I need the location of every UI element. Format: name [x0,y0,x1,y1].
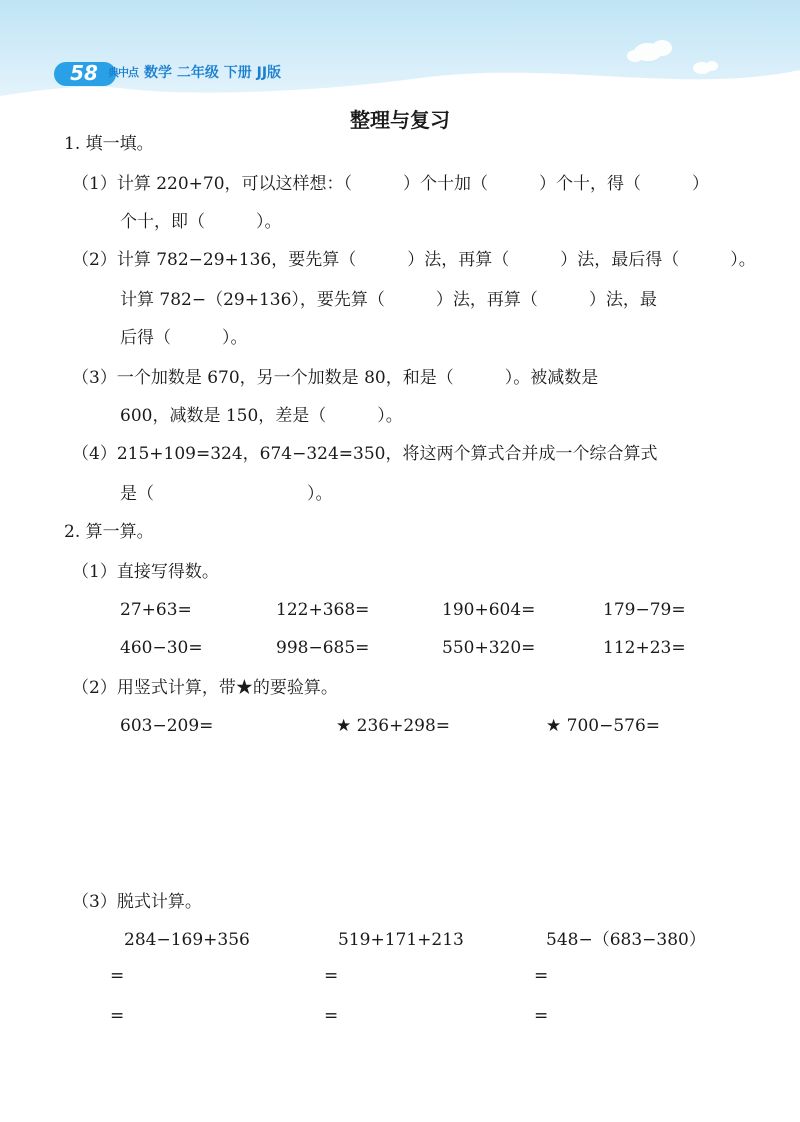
q1-line2: 个十，即（ ）。 [120,212,282,232]
q2-line2: 计算 782−（29+136），要先算（ ）法，再算（ ）法，最 [120,290,657,310]
equals-sign: = [534,966,549,986]
vertical-calc-item: ★ 236+298= [336,716,451,736]
oral-item: 460−30= [120,638,203,658]
stepwise-expression: 284−169+356 [124,930,250,950]
q1-line1: （1）计算 220+70，可以这样想：（ ）个十加（ ）个十，得（ ） [72,174,710,194]
oral-item: 122+368= [276,600,370,620]
book-subject: 数学 二年级 下册 JJ版 [144,65,282,81]
stepwise-expression: 548−（683−380） [546,930,706,950]
q2-line1: （2）计算 782−29+136，要先算（ ）法，再算（ ）法，最后得（ ）。 [72,250,756,270]
oral-item: 112+23= [603,638,686,658]
equals-sign: = [534,1006,549,1026]
section1-heading: 1. 填一填。 [64,134,154,154]
brand-logo-text: 典中点 [108,66,138,79]
part3-title: （3）脱式计算。 [72,892,202,912]
oral-item: 27+63= [120,600,192,620]
q4-line2: 是（ ）。 [120,484,333,504]
page-number: 58 [70,61,98,85]
vertical-calc-item: ★ 700−576= [546,716,661,736]
oral-item: 998−685= [276,638,370,658]
stepwise-expression: 519+171+213 [338,930,464,950]
page-title: 整理与复习 [350,108,450,132]
q3-line1: （3）一个加数是 670，另一个加数是 80，和是（ ）。被减数是 [72,368,599,388]
equals-sign: = [324,966,339,986]
equals-sign: = [110,966,125,986]
section2-heading: 2. 算一算。 [64,522,154,542]
q3-line2: 600，减数是 150，差是（ ）。 [120,406,403,426]
vertical-calc-item: 603−209= [120,716,214,736]
oral-item: 179−79= [603,600,686,620]
oral-item: 550+320= [442,638,536,658]
header-wave-band [0,0,800,110]
equals-sign: = [324,1006,339,1026]
part1-title: （1）直接写得数。 [72,562,219,582]
equals-sign: = [110,1006,125,1026]
q2-line3: 后得（ ）。 [120,328,248,348]
oral-item: 190+604= [442,600,536,620]
part2-title: （2）用竖式计算，带★的要验算。 [72,678,338,698]
q4-line1: （4）215+109=324，674−324=350，将这两个算式合并成一个综合算式 [72,444,658,464]
